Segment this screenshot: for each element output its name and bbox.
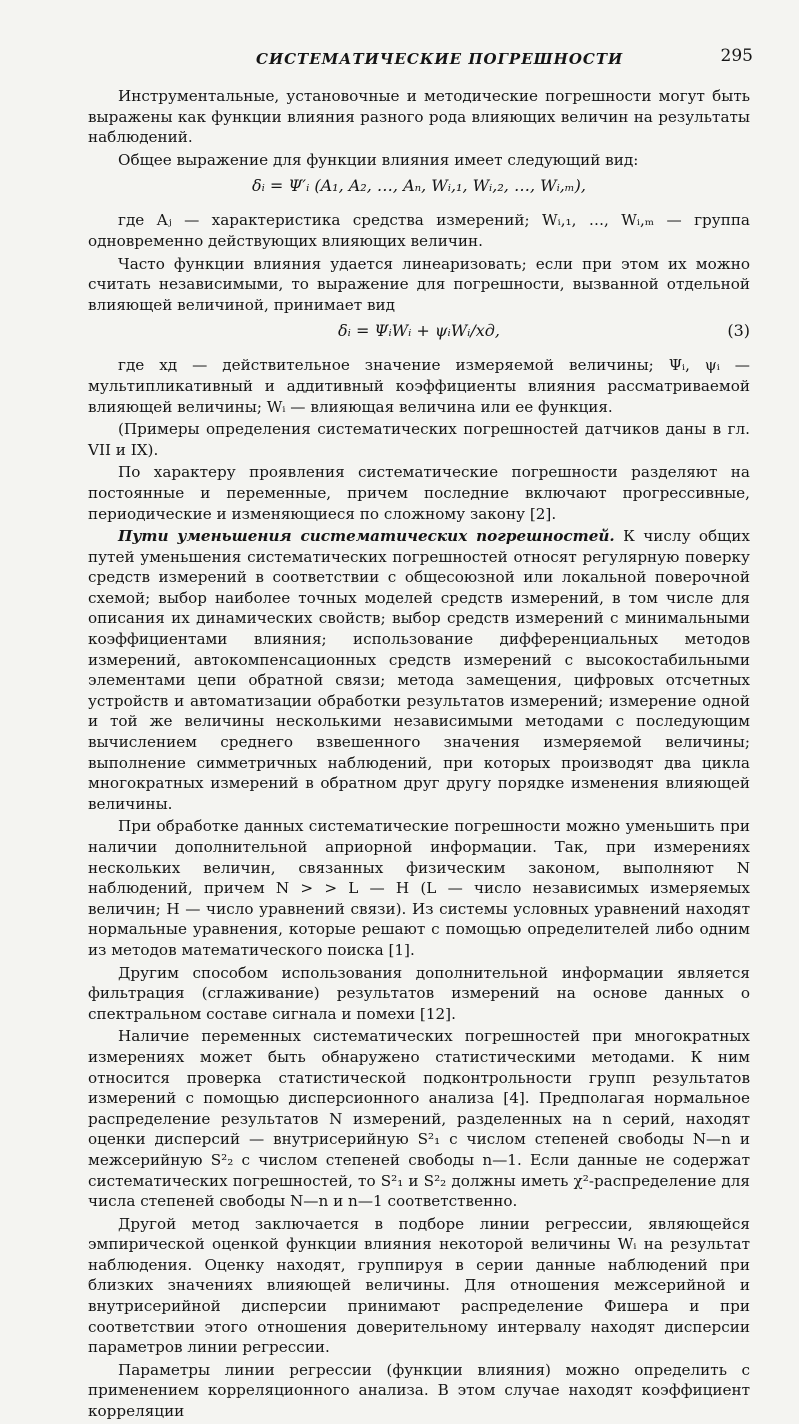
paragraph: где Aⱼ — характеристика средства измерений; Wᵢ,₁, …, Wᵢ,ₘ — группа одновременно действующих влияющих величин. [88,211,750,250]
paragraph: (Примеры определения систематических погрешностей датчиков даны в гл. VII и IX). [88,420,750,459]
paragraph: При обработке данных систематические погрешности можно уменьшить при наличии дополнительной априорной информации. Так, при измерениях нескольких величин, связанных физическим законом, выполняют N наблюдений, причем N > > L — H (L — число независимых измеряемых величин; H — число уравнений связи). Из системы условных уравнений находят нормальные уравнения, которые решают с помощью определителей либо одним из методов математического поиска [1]. [88,817,750,959]
formula-influence-function [88,176,750,200]
running-title: СИСТЕМАТИЧЕСКИЕ ПОГРЕШНОСТИ [256,50,624,68]
paragraph: где xд — действительное значение измеряемой величины; Ψᵢ, ψᵢ — мультипликативный и аддитивный коэффициенты влияния рассматриваемой влияющей величины; Wᵢ — влияющая величина или ее функция. [88,356,750,416]
paragraph [88,526,750,814]
page-header [88,44,753,74]
page-body [88,86,750,1424]
formula-text: δᵢ = ΨᵢWᵢ + ψᵢWᵢ/xд, [338,321,500,341]
paragraph: Инструментальные, установочные и методические погрешности могут быть выражены как функции влияния разного рода влияющих величин на результаты наблюдений. [88,87,750,147]
paragraph: Общее выражение для функции влияния имеет следующий вид: [118,150,639,169]
equation-number: (3) [727,321,750,341]
paragraph: Другой метод заключается в подборе линии регрессии, являющейся эмпирической оценкой функции влияния некоторой величины Wᵢ на результат наблюдения. Оценку находят, группируя в серии данные наблюдений при близких значениях влияющей величины. Для отношения межсерийной и внутрисерийной дисперсии принимают распределение Фишера и при соответствии этого отношения доверительному интервалу находят дисперсии параметров линии регрессии. [88,1214,750,1357]
paragraph: Другим способом использования дополнительной информации является фильтрация (сглаживание) результатов измерений на основе данных о спектральном составе сигнала и помехи [12]. [88,963,750,1023]
paragraph: Параметры линии регрессии (функции влияния) можно определить с применением корреляционного анализа. В этом случае находят коэффициент корреляции [88,1360,750,1421]
paragraph: Часто функции влияния удается линеаризовать; если при этом их можно считать независимыми, то выражение для погрешности, вызванной отдельной влияющей величиной, принимает вид [88,254,750,314]
page-number: 295 [720,46,753,66]
paragraph: По характеру проявления систематические погрешности разделяют на постоянные и переменные, причем последние включают прогрессивные, периодические и изменяющиеся по сложному закону [2]. [88,463,750,523]
paragraph: Наличие переменных систематических погрешностей при многократных измерениях может быть обнаружено статистическими методами. К ним относится проверка статистической подконтрольности групп результатов измерений с помощью дисперсионного анализа [4]. Предполагая нормальное распределение результатов N измерений, разделенных на n серий, находят оценки дисперсий — внутрисерийную S²₁ с числом степеней свободы N—n и межсерийную S²₂ с числом степеней свободы n—1. Если данные не содержат систематических погрешностей, то S²₁ и S²₂ должны иметь χ²-распределение для числа степеней свободы N—n и n—1 соответственно. [88,1027,750,1211]
section-run-in-heading: Пути уменьшения систематических погрешностей. [118,527,615,546]
paragraph-text: К числу общих путей уменьшения систематических погрешностей относят регулярную поверку средств измерений в соответствии с общесоюзной или локальной поверочной схемой; выбор наиболее точных моделей средств измерений, в том числе для описания их динамических свойств; выбор средств измерений с минимальными коэффициентами влияния; использование дифференциальных методов измерений, автокомпенсационных средств измерений с высокостабильными элементами цепи обратной связи; метода замещения, цифровых отсчетных устройств и автоматизации обработки результатов измерений; измерение одной и той же величины несколькими независимыми методами с последующим вычислением среднего взвешенного значения измеряемой величины; выполнение симметричных наблюдений, при которых производят два цикла многократных измерений в обратном друг другу порядке изменения влияющей величины. [88,527,750,813]
formula-linearized [88,321,750,345]
formula-text: δᵢ = Ψ′ᵢ (A₁, A₂, …, Aₙ, Wᵢ,₁, Wᵢ,₂, …, Wᵢ,ₘ), [251,176,587,196]
